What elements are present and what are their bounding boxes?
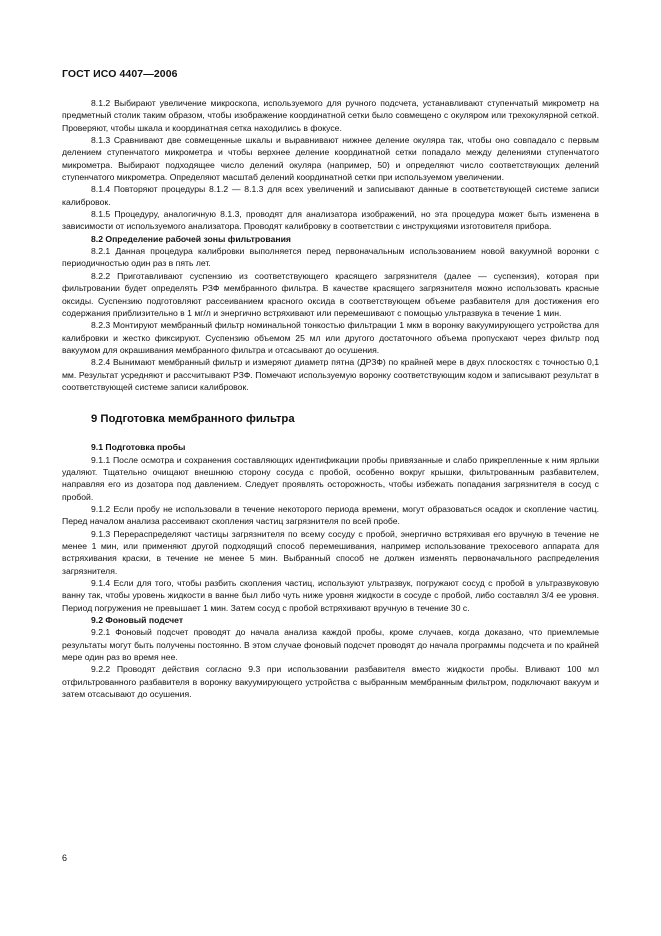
paragraph-8-1-3: 8.1.3 Сравнивают две совмещенные шкалы и выравнивают нижнее деление окуляра так, чтобы оно совпадало с первым делением ступенчатого микрометра и чтобы верхнее деление координатной сетки попадало между делениями ступенчатого микрометра. Выбирают подходящее число делений окуляра (например, 50) и определяют число соответствующих делений ступенчатого микрометра. Определяют масштаб делений координатной сетки при используемом увеличении. bbox=[62, 135, 599, 183]
heading-9-2: 9.2 Фоновый подсчет bbox=[91, 615, 184, 626]
paragraph-8-2-3: 8.2.3 Монтируют мембранный фильтр номинальной тонкостью фильтрации 1 мкм в воронку вакуумирующего устройства для калибровки и жестко фиксируют. Суспензию объемом 25 мл или другого достаточного объема пропускают через фильтр под вакуумом для окрашивания мембранного фильтра и отсасывают до осушения. bbox=[62, 320, 599, 355]
paragraph-9-1-3: 9.1.3 Перераспределяют частицы загрязнителя по всему сосуду с пробой, энергично встряхивая его вручную в течение не менее 1 мин, или применяют другой подходящий способ перемешивания, например использование трехосевого аппарата для встряхивания краски, в течение не менее 5 мин. Выбранный способ не должен изменять первоначального распределения загрязнителя. bbox=[62, 528, 599, 576]
heading-8-2: 8.2 Определение рабочей зоны фильтрования bbox=[91, 233, 291, 244]
paragraph-8-1-5: 8.1.5 Процедуру, аналогичную 8.1.3, проводят для анализатора изображений, но эта процедура может быть изменена в зависимости от используемого анализатора. Проводят калибровку в соответствии с инструкциями изготовителя прибора. bbox=[62, 209, 599, 232]
page-number: 6 bbox=[62, 853, 68, 863]
document-body bbox=[62, 97, 599, 700]
section-heading-9: 9 Подготовка мембранного фильтра bbox=[91, 413, 295, 426]
paragraph-9-2-2: 9.2.2 Проводят действия согласно 9.3 при использовании разбавителя вместо жидкости пробы. Вливают 100 мл отфильтрованного разбавителя в воронку вакуумирующего устройства с выбранным мембранным фильтром, подключают вакуум и затем отсасывают до осушения. bbox=[62, 664, 599, 700]
paragraph-9-2-1: 9.2.1 Фоновый подсчет проводят до начала анализа каждой пробы, кроме случаев, когда доказано, что приемлемые результаты могут быть получены постоянно. В этом случае фоновый подсчет проводят до начала программы подсчета и по крайней мере один раз во время нее. bbox=[62, 627, 599, 663]
paragraph-9-1-2: 9.1.2 Если пробу не использовали в течение некоторого периода времени, могут образоваться осадок и скопление частиц. Перед началом анализа рассеивают скопления частиц загрязнителя по всей пробе. bbox=[62, 503, 599, 527]
paragraph-8-2-1: 8.2.1 Данная процедура калибровки выполняется перед первоначальным использованием новой вакуумной воронки с периодичностью один раз в пять лет. bbox=[62, 246, 599, 269]
paragraph-9-1-4: 9.1.4 Если для того, чтобы разбить скопления частиц, используют ультразвук, погружают сосуд с пробой в ультразвуковую ванну так, чтобы уровень жидкости в ванне был либо чуть ниже уровня жидкости в сосуде с пробой, либо составлял 3/4 ее уровня. Период погружения не превышает 1 мин. Затем сосуд с пробой встряхивают вручную в течение 30 с. bbox=[62, 578, 599, 613]
paragraph-8-2-4: 8.2.4 Вынимают мембранный фильтр и измеряют диаметр пятна (ДРЗФ) по крайней мере в двух плоскостях с точностью 0,1 мм. Результат усредняют и рассчитывают РЗФ. Помечают используемую воронку соответствующим кодом и записывают результат в соответствующей системе записи калибровок. bbox=[62, 357, 599, 392]
heading-9-1: 9.1 Подготовка пробы bbox=[91, 442, 186, 453]
document-header: ГОСТ ИСО 4407—2006 bbox=[62, 68, 178, 80]
paragraph-8-1-4: 8.1.4 Повторяют процедуры 8.1.2 — 8.1.3 для всех увеличений и записывают данные в соответствующей системе записи калибровок. bbox=[62, 184, 599, 207]
paragraph-8-2-2: 8.2.2 Приготавливают суспензию из соответствующего красящего загрязнителя (далее — суспензия), которая при фильтровании будет определять РЗФ мембранного фильтра. В качестве красящего загрязнителя можно использовать красные оксиды. Суспензию подготовляют рассеиванием красного оксида в соответствующем объеме разбавителя для достижения его содержания приблизительно в 1 мг/л и энергично встряхивают или перемешивают с помощью ультразвука в течение 1 мин. bbox=[62, 270, 599, 318]
paragraph-8-1-2: 8.1.2 Выбирают увеличение микроскопа, используемого для ручного подсчета, устанавливают ступенчатый микрометр на предметный столик таким образом, чтобы изображение координатной сетки было совмещено с окуляром или трехокулярной сеткой. Проверяют, чтобы шкала и координатная сетка находились в фокусе. bbox=[62, 98, 599, 133]
paragraph-9-1-1: 9.1.1 После осмотра и сохранения составляющих идентификации пробы привязанные и слабо прикрепленные к ним ярлыки удаляют. Тщательно очищают внешнюю сторону сосуда с пробой, особенно вокруг крышки, фильтрованным разбавителем, направляя его из дозатора под давлением. Следует проявлять осторожность, чтобы избежать попадания загрязнителя в сосуд с пробой. bbox=[62, 454, 599, 502]
